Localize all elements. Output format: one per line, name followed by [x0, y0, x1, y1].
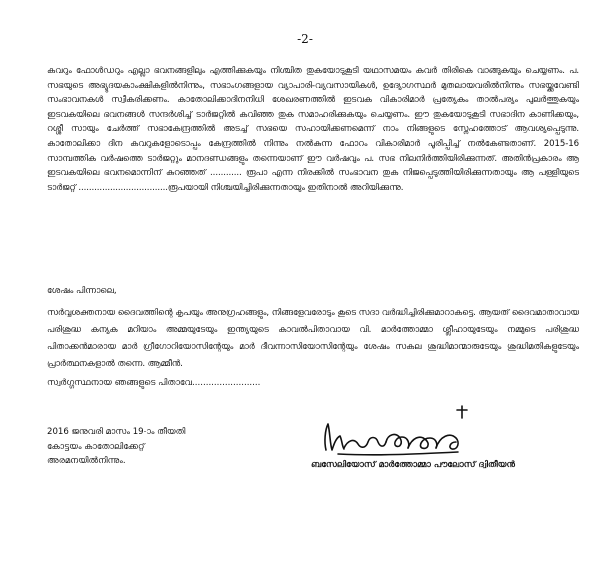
letter-paragraph-1: കവറും ഫോൾഡറും എല്ലാ ഭവനങ്ങളിലും എത്തിക്കുകയും നിശ്ചിത തുകയോടുകൂടി യഥാസമയം കവർ തിരികെ വാങ്ങുകയും ചെയ്യണം. പ. സഭയുടെ അഭ്യുദയകാംക്ഷികളിൽനിന്നും, സഭാംഗങ്ങളായ വ്യാപാരി-വ്യവസായികൾ, ഉദ്യോഗസ്ഥർ മുതലായവരിൽനിന്നും സഭയ്ക്കുവേണ്ടി സംഭാവനകൾ സ്വീകരിക്കണം. കാതോലിക്കാദിനനിധി ശേഖരണത്തിൽ ഇടവക വികാരിമാർ പ്രത്യേകം താൽപര്യം പുലർത്തുകയും ഇടവകയിലെ ഭവനങ്ങൾ സന്ദർശിച്ച് ടാർജറ്റിൽ കവിഞ്ഞ തുക സമാഹരിക്കുകയും ചെയ്യണം. ഈ തുകയോടുകൂടി സഭാദിന കാണിക്കയും, റശ്ശീ സായും ചേർത്ത് സഭാകേന്ദ്രത്തിൽ അടച്ച് സഭയെ സഹായിക്കണമെന്ന് നാം നിങ്ങളുടെ സ്നേഹത്തോട് ആവശ്യപ്പെടുന്നു. കാതോലിക്കാ ദിന കവറുകളോടൊപ്പം കേന്ദ്രത്തിൽ നിന്നും നൽകുന്ന ഫോറം വികാരിമാർ പൂരിപ്പിച്ച് നൽകേണ്ടതാണ്. 2015-16 സാമ്പത്തിക വർഷത്തെ ടാർജറ്റും മാനദണ്ഡങ്ങളും തന്നെയാണ് ഈ വർഷവും പ. സഭ നിലനിർത്തിയിരിക്കുന്നത്. അതിൻപ്രകാരം ആ ഇടവകയിലെ ഭവനമൊന്നിന് കുറഞ്ഞത് ............ രൂപാ എന്ന നിരക്കിൽ സംഭാവന തുക നിജപ്പെടുത്തിയിരിക്കുന്നതായും ആ പള്ളിയുടെ ടാർജറ്റ് ..................................രൂപയായി നിശ്ചയിച്ചിരിക്കുന്നതായും ഇതിനാൽ അറിയിക്കുന്നു. [47, 66, 579, 193]
handwritten-signature [318, 404, 478, 460]
signatory-name: ബസേലിയോസ് മാർത്തോമ്മാ പൗലോസ് ദ്വിതീയൻ [310, 460, 516, 470]
letter-paragraph-2: സർവ്വശക്തനായ ദൈവത്തിന്റെ കൃപയും അനുഗ്രഹങ്ങളും, നിങ്ങളേവരോടും കൂടെ സദാ വർദ്ധിച്ചിരിക്കുമാറാകട്ടെ. ആയത് ദൈവമാതാവായ പരിശുദ്ധ കന്യക മറിയാം അമ്മയുടേയും ഇന്ത്യയുടെ കാവൽപിതാവായ വി. മാർത്തോമ്മാ ശ്ലീഹായുടേയും നമ്മുടെ പരിശുദ്ധ പിതാക്കൻമാരായ മാർ ഗ്രീഗോറിയോസിന്റേയും മാർ ദീവന്നാസിയോസിന്റേയും ശേഷം സകല ശുദ്ധിമാന്മാരുടേയും ശുദ്ധിമതികളുടേയും പ്രാർത്ഥനകളാൽ തന്നെ. ആമ്മീൻ. [47, 308, 579, 369]
place-line-2: അരമനയിൽനിന്നും. [47, 456, 126, 466]
page-number: -2- [297, 32, 313, 46]
place-line-1: കോട്ടയം കാതോലിക്കേറ്റ് [47, 441, 145, 452]
salutation: ശേഷം പിന്നാലെ, [47, 286, 117, 296]
date-line: 2016 ജനുവരി മാസം 19-ാം തീയതി [47, 427, 186, 437]
date-place-block [47, 425, 185, 469]
closing-line: സ്വർഗ്ഗസ്ഥനായ ഞങ്ങളുടെ പിതാവേ......................... [47, 378, 261, 388]
